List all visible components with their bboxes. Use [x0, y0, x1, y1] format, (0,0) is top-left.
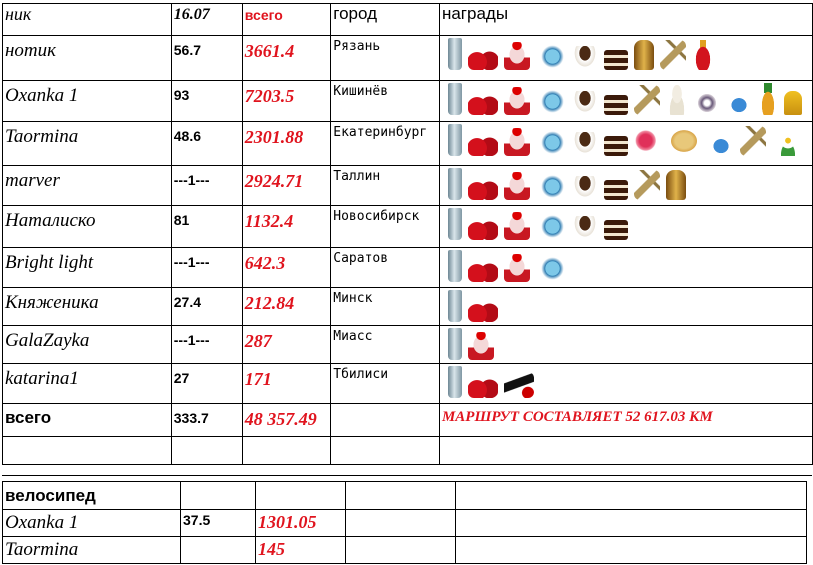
bike-day-cell: 37.5: [181, 510, 256, 537]
total-distance-cell: 2924.71: [242, 166, 330, 206]
header-nick: ник: [3, 4, 172, 36]
daisy-icon: [772, 128, 804, 156]
city-cell: Таллин: [331, 166, 440, 206]
music-disc-icon: [536, 85, 566, 115]
coffee-cup-icon: [572, 216, 598, 240]
coffee-cup-icon: [572, 46, 598, 70]
total-distance-cell: 1132.4: [242, 206, 330, 248]
bust-statue-icon: [666, 85, 688, 115]
chocolate-cake-icon: [604, 95, 628, 115]
pineapple-icon: [758, 83, 778, 115]
bike-row: [3, 510, 807, 537]
day-distance-cell: 56.7: [171, 36, 242, 81]
cupcake-icon: [504, 254, 530, 282]
red-shoes-icon: [468, 50, 498, 70]
cupcake-icon: [504, 87, 530, 115]
rocking-chair-icon: [634, 85, 660, 115]
city-cell: Тбилиси: [331, 364, 440, 404]
cupcake-icon: [468, 332, 494, 360]
music-disc-icon: [536, 170, 566, 200]
music-disc-icon: [536, 40, 566, 70]
summary-label: всего: [3, 404, 172, 437]
red-shoes-icon: [468, 136, 498, 156]
bike-title: велосипед: [3, 482, 181, 510]
red-shoes-icon: [468, 220, 498, 240]
city-cell: Екатеринбург: [331, 122, 440, 166]
gift-bag-icon: [692, 40, 714, 70]
city-cell: Рязань: [331, 36, 440, 81]
nick-cell: Bright light: [3, 248, 172, 288]
bike-row: [3, 537, 807, 564]
header-awards: награды: [439, 4, 812, 36]
table-row: [3, 326, 813, 364]
glass-icon: [448, 83, 462, 115]
music-disc-icon: [536, 252, 566, 282]
red-shoes-icon: [468, 378, 498, 398]
nick-cell: marver: [3, 166, 172, 206]
glass-icon: [448, 250, 462, 282]
coffee-cup-icon: [572, 132, 598, 156]
city-cell: Минск: [331, 288, 440, 326]
coffee-cup-icon: [572, 91, 598, 115]
red-shoes-icon: [468, 180, 498, 200]
city-cell: Новосибирск: [331, 206, 440, 248]
day-distance-cell: 81: [171, 206, 242, 248]
total-distance-cell: 287: [242, 326, 330, 364]
red-shoes-icon: [468, 95, 498, 115]
separator-line: [2, 475, 812, 476]
city-cell: Кишинёв: [331, 81, 440, 122]
awards-list: [448, 38, 810, 70]
day-distance-cell: 27: [171, 364, 242, 404]
ranking-table: [2, 3, 813, 465]
bike-nick-cell: Taormina: [3, 537, 181, 564]
total-distance-cell: 2301.88: [242, 122, 330, 166]
table-row: [3, 81, 813, 122]
straw-hat-icon: [666, 126, 702, 156]
day-distance-cell: 48.6: [171, 122, 242, 166]
summary-city-empty: [331, 404, 440, 437]
city-cell: Саратов: [331, 248, 440, 288]
header-row: [3, 4, 813, 36]
glass-icon: [448, 124, 462, 156]
nick-cell: Наталиско: [3, 206, 172, 248]
awards-list: [448, 83, 810, 115]
city-cell: Миасс: [331, 326, 440, 364]
total-distance-cell: 212.84: [242, 288, 330, 326]
awards-cell: [439, 288, 812, 326]
total-distance-cell: 171: [242, 364, 330, 404]
glass-icon: [448, 208, 462, 240]
cupcake-icon: [504, 212, 530, 240]
glass-icon: [448, 328, 462, 360]
seashell-icon: [694, 91, 720, 115]
day-distance-cell: 27.4: [171, 288, 242, 326]
day-distance-cell: 93: [171, 81, 242, 122]
rocking-chair-icon: [740, 126, 766, 156]
red-shoes-icon: [468, 302, 498, 322]
nick-cell: нотик: [3, 36, 172, 81]
chocolate-cake-icon: [604, 220, 628, 240]
awards-cell: [439, 248, 812, 288]
awards-list: [448, 250, 810, 282]
chocolate-cake-icon: [604, 180, 628, 200]
table-row: [3, 288, 813, 326]
awards-cell: [439, 166, 812, 206]
day-distance-cell: ---1---: [171, 166, 242, 206]
chocolate-cake-icon: [604, 136, 628, 156]
awards-cell: [439, 364, 812, 404]
nick-cell: Taormina: [3, 122, 172, 166]
music-disc-icon: [536, 210, 566, 240]
table-row: [3, 248, 813, 288]
total-distance-cell: 7203.5: [242, 81, 330, 122]
bike-day-cell: [181, 537, 256, 564]
summary-row: [3, 404, 813, 437]
awards-cell: [439, 206, 812, 248]
table-row: [3, 122, 813, 166]
coffee-cup-icon: [572, 176, 598, 200]
header-total: всего: [242, 4, 330, 36]
rocking-chair-icon: [634, 170, 660, 200]
glass-icon: [448, 366, 462, 398]
dolphin-icon: [708, 134, 734, 156]
awards-list: [448, 290, 810, 322]
trophy-icon: [784, 91, 802, 115]
route-total: МАРШРУТ СОСТАВЛЯЕТ 52 617.03 КМ: [439, 404, 812, 437]
rose-icon: [634, 128, 660, 156]
samovar-icon: [666, 170, 686, 200]
rocking-chair-icon: [660, 40, 686, 70]
red-shoes-icon: [468, 262, 498, 282]
awards-list: [448, 328, 810, 360]
music-disc-icon: [536, 126, 566, 156]
bike-total-cell: 1301.05: [256, 510, 346, 537]
awards-list: [448, 208, 810, 240]
header-city: город: [331, 4, 440, 36]
nick-cell: GalaZayka: [3, 326, 172, 364]
day-distance-cell: ---1---: [171, 248, 242, 288]
cupcake-icon: [504, 42, 530, 70]
bike-table: [2, 481, 807, 564]
total-distance-cell: 3661.4: [242, 36, 330, 81]
bike-nick-cell: Oxanka 1: [3, 510, 181, 537]
nick-cell: katarina1: [3, 364, 172, 404]
dolphin-icon: [726, 93, 752, 115]
summary-total: 48 357.49: [242, 404, 330, 437]
blank-row: [3, 437, 813, 465]
glass-icon: [448, 168, 462, 200]
samovar-icon: [634, 40, 654, 70]
table-row: [3, 206, 813, 248]
table-row: [3, 166, 813, 206]
cupcake-icon: [504, 128, 530, 156]
awards-list: [448, 168, 810, 200]
glass-icon: [448, 290, 462, 322]
graduation-cap-icon: [504, 372, 534, 398]
awards-cell: [439, 122, 812, 166]
nick-cell: Oxanka 1: [3, 81, 172, 122]
table-row: [3, 364, 813, 404]
awards-cell: [439, 36, 812, 81]
summary-day: 333.7: [171, 404, 242, 437]
bike-total-cell: 145: [256, 537, 346, 564]
day-distance-cell: ---1---: [171, 326, 242, 364]
awards-cell: [439, 81, 812, 122]
table-row: [3, 36, 813, 81]
awards-list: [448, 366, 810, 398]
nick-cell: Княженика: [3, 288, 172, 326]
awards-cell: [439, 326, 812, 364]
total-distance-cell: 642.3: [242, 248, 330, 288]
glass-icon: [448, 38, 462, 70]
header-date: 16.07: [171, 4, 242, 36]
awards-list: [448, 124, 810, 156]
bike-header-row: [3, 482, 807, 510]
chocolate-cake-icon: [604, 50, 628, 70]
cupcake-icon: [504, 172, 530, 200]
